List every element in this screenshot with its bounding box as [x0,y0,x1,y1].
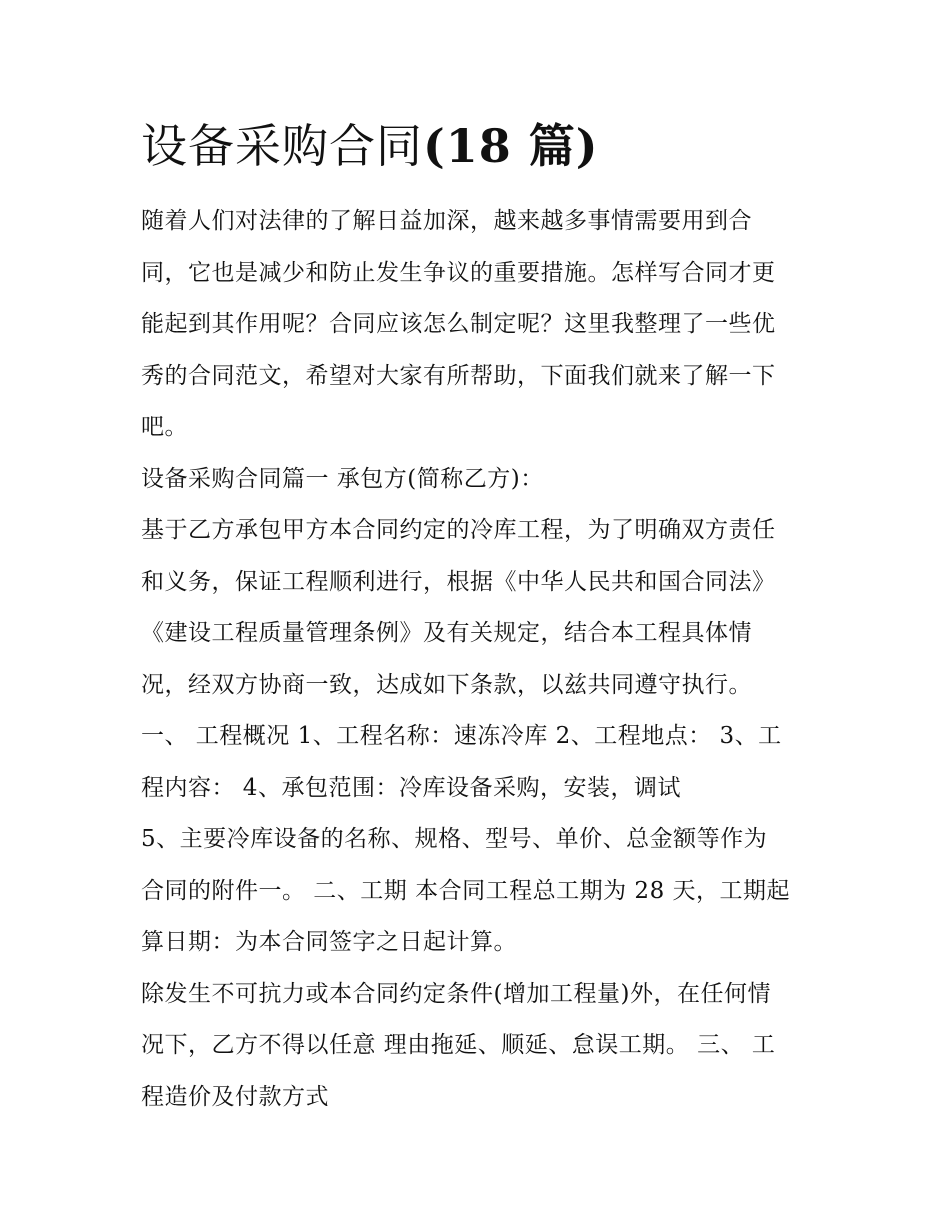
document-title [141,114,813,178]
text-line: 设备采购合同篇一 承包方(简称乙方)： [141,465,544,492]
text-line: 随着人们对法律的了解日益加深，越来越多事情需要用到合 [141,208,752,234]
text-line: 况下，乙方不得以任意 理由拖延、顺延、怠误工期。 三、 工 [141,1032,776,1058]
document-body [141,114,813,1123]
text-line: 同，它也是减少和防止发生争议的重要措施。怎样写合同才更 [141,259,776,286]
text-line: 算日期：为本合同签字之日起计算。 [141,929,517,955]
text-line: 和义务，保证工程顺利进行，根据《中华人民共和国合同法》 [141,568,776,595]
text-line: 能起到其作用呢？合同应该怎么制定呢？这里我整理了一些优 [141,311,776,337]
text-line: 基于乙方承包甲方本合同约定的冷库工程，为了明确双方责任 [141,517,776,543]
text-line: 秀的合同范文，希望对大家有所帮助，下面我们就来了解一下 [141,362,776,389]
title-count: (18 篇) [423,119,599,173]
text-line: 5、主要冷库设备的名称、规格、型号、单价、总金额等作为 [141,826,768,852]
text-line: 《建设工程质量管理条例》及有关规定，结合本工程具体情 [141,620,752,646]
text-line: 一、 工程概况 1、工程名称：速冻冷库 2、工程地点： 3、工 [141,723,782,749]
text-line: 况，经双方协商一致，达成如下条款，以兹共同遵守执行。 [141,671,752,698]
text-line: 程造价及付款方式 [141,1083,329,1110]
title-text: 设备采购合同 [141,119,423,173]
text-line: 除发生不可抗力或本合同约定条件(增加工程量)外，在任何情 [141,980,771,1007]
text-line: 吧。 [141,414,188,440]
document-text [141,196,813,1123]
text-line: 合同的附件一。 二、工期 本合同工程总工期为 28 天，工期起 [141,877,791,904]
text-line: 程内容： 4、承包范围：冷库设备采购，安装，调试 [141,774,681,801]
